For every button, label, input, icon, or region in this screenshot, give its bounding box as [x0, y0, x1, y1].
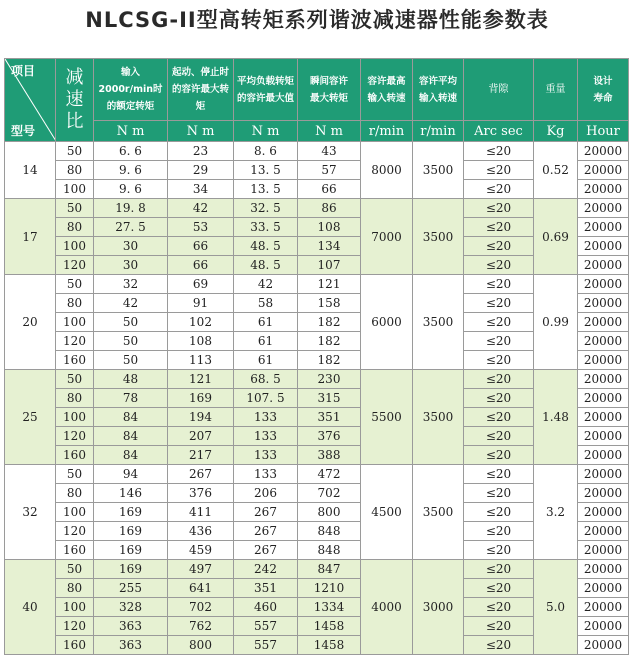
rated-torque-cell: 32 [94, 275, 168, 294]
ratio-cell: 80 [56, 389, 94, 408]
momentary-torque-cell: 315 [298, 389, 361, 408]
unit-avg-load-torque: N m [234, 121, 298, 142]
avg-load-torque-cell: 267 [234, 522, 298, 541]
peak-torque-cell: 497 [168, 560, 234, 579]
life-cell: 20000 [578, 484, 629, 503]
backlash-cell: ≤20 [464, 275, 534, 294]
avg-load-torque-cell: 133 [234, 446, 298, 465]
avg-input-speed-cell: 3500 [413, 275, 464, 370]
ratio-cell: 50 [56, 370, 94, 389]
model-cell: 25 [5, 370, 56, 465]
life-cell: 20000 [578, 541, 629, 560]
life-cell: 20000 [578, 408, 629, 427]
rated-torque-cell: 169 [94, 560, 168, 579]
momentary-torque-cell: 848 [298, 522, 361, 541]
life-cell: 20000 [578, 560, 629, 579]
header-rated-torque: 输入2000r/min时的额定转矩 [94, 59, 168, 121]
ratio-cell: 100 [56, 598, 94, 617]
backlash-cell: ≤20 [464, 180, 534, 199]
peak-torque-cell: 53 [168, 218, 234, 237]
avg-load-torque-cell: 107. 5 [234, 389, 298, 408]
header-avg-load-torque: 平均负载转矩的容许最大值 [234, 59, 298, 121]
momentary-torque-cell: 1458 [298, 636, 361, 655]
max-input-speed-cell: 6000 [361, 275, 413, 370]
momentary-torque-cell: 107 [298, 256, 361, 275]
ratio-cell: 160 [56, 636, 94, 655]
backlash-cell: ≤20 [464, 446, 534, 465]
ratio-cell: 120 [56, 522, 94, 541]
rated-torque-cell: 363 [94, 636, 168, 655]
life-cell: 20000 [578, 294, 629, 313]
avg-load-torque-cell: 557 [234, 636, 298, 655]
life-cell: 20000 [578, 351, 629, 370]
rated-torque-cell: 94 [94, 465, 168, 484]
model-cell: 14 [5, 142, 56, 199]
ratio-cell: 100 [56, 237, 94, 256]
header-backlash: 背隙 [464, 59, 534, 121]
life-cell: 20000 [578, 161, 629, 180]
peak-torque-cell: 207 [168, 427, 234, 446]
header-item-model [5, 59, 56, 142]
life-cell: 20000 [578, 142, 629, 161]
avg-load-torque-cell: 68. 5 [234, 370, 298, 389]
unit-rated-torque: N m [94, 121, 168, 142]
header-weight: 重量 [534, 59, 578, 121]
unit-peak-torque: N m [168, 121, 234, 142]
rated-torque-cell: 48 [94, 370, 168, 389]
rated-torque-cell: 50 [94, 351, 168, 370]
life-cell: 20000 [578, 427, 629, 446]
ratio-cell: 80 [56, 484, 94, 503]
peak-torque-cell: 267 [168, 465, 234, 484]
avg-load-torque-cell: 242 [234, 560, 298, 579]
peak-torque-cell: 169 [168, 389, 234, 408]
avg-input-speed-cell: 3500 [413, 465, 464, 560]
peak-torque-cell: 66 [168, 256, 234, 275]
life-cell: 20000 [578, 256, 629, 275]
header-model-label: 型号 [11, 124, 36, 138]
avg-load-torque-cell: 13. 5 [234, 161, 298, 180]
backlash-cell: ≤20 [464, 218, 534, 237]
ratio-cell: 100 [56, 408, 94, 427]
avg-load-torque-cell: 133 [234, 408, 298, 427]
peak-torque-cell: 66 [168, 237, 234, 256]
avg-load-torque-cell: 42 [234, 275, 298, 294]
rated-torque-cell: 328 [94, 598, 168, 617]
life-cell: 20000 [578, 313, 629, 332]
ratio-cell: 50 [56, 465, 94, 484]
backlash-cell: ≤20 [464, 522, 534, 541]
peak-torque-cell: 762 [168, 617, 234, 636]
header-peak-torque: 起动、停止时的容许最大转矩 [168, 59, 234, 121]
avg-load-torque-cell: 61 [234, 351, 298, 370]
avg-load-torque-cell: 206 [234, 484, 298, 503]
rated-torque-cell: 30 [94, 256, 168, 275]
rated-torque-cell: 169 [94, 503, 168, 522]
ratio-cell: 80 [56, 161, 94, 180]
momentary-torque-cell: 182 [298, 351, 361, 370]
life-cell: 20000 [578, 237, 629, 256]
backlash-cell: ≤20 [464, 161, 534, 180]
backlash-cell: ≤20 [464, 332, 534, 351]
life-cell: 20000 [578, 465, 629, 484]
page-title: NLCSG-II型高转矩系列谐波减速器性能参数表 [85, 8, 549, 32]
header-ratio: 减速比 [56, 59, 94, 142]
ratio-cell: 50 [56, 275, 94, 294]
momentary-torque-cell: 847 [298, 560, 361, 579]
rated-torque-cell: 146 [94, 484, 168, 503]
avg-load-torque-cell: 8. 6 [234, 142, 298, 161]
life-cell: 20000 [578, 275, 629, 294]
life-cell: 20000 [578, 218, 629, 237]
backlash-cell: ≤20 [464, 636, 534, 655]
table-row [5, 560, 629, 579]
momentary-torque-cell: 66 [298, 180, 361, 199]
backlash-cell: ≤20 [464, 541, 534, 560]
unit-momentary-torque: N m [298, 121, 361, 142]
header-avg-input-speed: 容许平均输入转速 [413, 59, 464, 121]
ratio-cell: 160 [56, 446, 94, 465]
peak-torque-cell: 102 [168, 313, 234, 332]
momentary-torque-cell: 134 [298, 237, 361, 256]
momentary-torque-cell: 848 [298, 541, 361, 560]
unit-max-input-speed: r/min [361, 121, 413, 142]
momentary-torque-cell: 376 [298, 427, 361, 446]
ratio-cell: 120 [56, 617, 94, 636]
ratio-cell: 160 [56, 541, 94, 560]
rated-torque-cell: 78 [94, 389, 168, 408]
peak-torque-cell: 42 [168, 199, 234, 218]
peak-torque-cell: 69 [168, 275, 234, 294]
avg-input-speed-cell: 3500 [413, 370, 464, 465]
peak-torque-cell: 29 [168, 161, 234, 180]
unit-avg-input-speed: r/min [413, 121, 464, 142]
ratio-cell: 50 [56, 560, 94, 579]
ratio-cell: 120 [56, 427, 94, 446]
backlash-cell: ≤20 [464, 427, 534, 446]
max-input-speed-cell: 4500 [361, 465, 413, 560]
rated-torque-cell: 6. 6 [94, 142, 168, 161]
peak-torque-cell: 217 [168, 446, 234, 465]
avg-load-torque-cell: 133 [234, 465, 298, 484]
rated-torque-cell: 84 [94, 427, 168, 446]
backlash-cell: ≤20 [464, 370, 534, 389]
backlash-cell: ≤20 [464, 142, 534, 161]
life-cell: 20000 [578, 370, 629, 389]
avg-input-speed-cell: 3500 [413, 199, 464, 275]
backlash-cell: ≤20 [464, 598, 534, 617]
momentary-torque-cell: 158 [298, 294, 361, 313]
weight-cell: 0.52 [534, 142, 578, 199]
peak-torque-cell: 121 [168, 370, 234, 389]
avg-load-torque-cell: 460 [234, 598, 298, 617]
table-row [5, 465, 629, 484]
backlash-cell: ≤20 [464, 465, 534, 484]
weight-cell: 0.69 [534, 199, 578, 275]
momentary-torque-cell: 1210 [298, 579, 361, 598]
table-row [5, 142, 629, 161]
momentary-torque-cell: 472 [298, 465, 361, 484]
rated-torque-cell: 19. 8 [94, 199, 168, 218]
table-row [5, 275, 629, 294]
weight-cell: 5.0 [534, 560, 578, 655]
momentary-torque-cell: 108 [298, 218, 361, 237]
ratio-cell: 50 [56, 199, 94, 218]
momentary-torque-cell: 86 [298, 199, 361, 218]
avg-load-torque-cell: 33. 5 [234, 218, 298, 237]
unit-backlash: Arc sec [464, 121, 534, 142]
avg-load-torque-cell: 61 [234, 313, 298, 332]
unit-weight: Kg [534, 121, 578, 142]
momentary-torque-cell: 230 [298, 370, 361, 389]
peak-torque-cell: 436 [168, 522, 234, 541]
ratio-cell: 120 [56, 256, 94, 275]
momentary-torque-cell: 1458 [298, 617, 361, 636]
rated-torque-cell: 27. 5 [94, 218, 168, 237]
rated-torque-cell: 84 [94, 408, 168, 427]
unit-life: Hour [578, 121, 629, 142]
backlash-cell: ≤20 [464, 579, 534, 598]
momentary-torque-cell: 702 [298, 484, 361, 503]
ratio-cell: 160 [56, 351, 94, 370]
life-cell: 20000 [578, 180, 629, 199]
peak-torque-cell: 113 [168, 351, 234, 370]
rated-torque-cell: 9. 6 [94, 180, 168, 199]
ratio-cell: 100 [56, 313, 94, 332]
avg-input-speed-cell: 3000 [413, 560, 464, 655]
rated-torque-cell: 42 [94, 294, 168, 313]
avg-input-speed-cell: 3500 [413, 142, 464, 199]
life-cell: 20000 [578, 522, 629, 541]
rated-torque-cell: 30 [94, 237, 168, 256]
rated-torque-cell: 50 [94, 313, 168, 332]
ratio-cell: 100 [56, 503, 94, 522]
backlash-cell: ≤20 [464, 294, 534, 313]
header-item-label: 项目 [11, 64, 36, 78]
rated-torque-cell: 169 [94, 522, 168, 541]
peak-torque-cell: 641 [168, 579, 234, 598]
life-cell: 20000 [578, 503, 629, 522]
momentary-torque-cell: 182 [298, 332, 361, 351]
avg-load-torque-cell: 32. 5 [234, 199, 298, 218]
backlash-cell: ≤20 [464, 408, 534, 427]
avg-load-torque-cell: 48. 5 [234, 237, 298, 256]
weight-cell: 1.48 [534, 370, 578, 465]
momentary-torque-cell: 351 [298, 408, 361, 427]
rated-torque-cell: 363 [94, 617, 168, 636]
avg-load-torque-cell: 351 [234, 579, 298, 598]
avg-load-torque-cell: 48. 5 [234, 256, 298, 275]
weight-cell: 0.99 [534, 275, 578, 370]
backlash-cell: ≤20 [464, 484, 534, 503]
backlash-cell: ≤20 [464, 503, 534, 522]
momentary-torque-cell: 182 [298, 313, 361, 332]
life-cell: 20000 [578, 389, 629, 408]
spec-table [4, 58, 629, 655]
peak-torque-cell: 34 [168, 180, 234, 199]
peak-torque-cell: 459 [168, 541, 234, 560]
max-input-speed-cell: 8000 [361, 142, 413, 199]
backlash-cell: ≤20 [464, 237, 534, 256]
momentary-torque-cell: 43 [298, 142, 361, 161]
backlash-cell: ≤20 [464, 313, 534, 332]
peak-torque-cell: 91 [168, 294, 234, 313]
life-cell: 20000 [578, 446, 629, 465]
model-cell: 20 [5, 275, 56, 370]
spec-table-body [5, 142, 629, 655]
momentary-torque-cell: 121 [298, 275, 361, 294]
ratio-cell: 80 [56, 294, 94, 313]
ratio-cell: 120 [56, 332, 94, 351]
momentary-torque-cell: 388 [298, 446, 361, 465]
momentary-torque-cell: 1334 [298, 598, 361, 617]
life-cell: 20000 [578, 636, 629, 655]
avg-load-torque-cell: 267 [234, 541, 298, 560]
peak-torque-cell: 376 [168, 484, 234, 503]
max-input-speed-cell: 5500 [361, 370, 413, 465]
max-input-speed-cell: 4000 [361, 560, 413, 655]
peak-torque-cell: 194 [168, 408, 234, 427]
model-cell: 40 [5, 560, 56, 655]
life-cell: 20000 [578, 332, 629, 351]
backlash-cell: ≤20 [464, 199, 534, 218]
table-row [5, 199, 629, 218]
ratio-cell: 100 [56, 180, 94, 199]
avg-load-torque-cell: 13. 5 [234, 180, 298, 199]
ratio-cell: 50 [56, 142, 94, 161]
peak-torque-cell: 108 [168, 332, 234, 351]
avg-load-torque-cell: 133 [234, 427, 298, 446]
header-momentary-torque: 瞬间容许最大转矩 [298, 59, 361, 121]
backlash-cell: ≤20 [464, 560, 534, 579]
avg-load-torque-cell: 61 [234, 332, 298, 351]
avg-load-torque-cell: 557 [234, 617, 298, 636]
peak-torque-cell: 800 [168, 636, 234, 655]
backlash-cell: ≤20 [464, 351, 534, 370]
avg-load-torque-cell: 267 [234, 503, 298, 522]
rated-torque-cell: 9. 6 [94, 161, 168, 180]
backlash-cell: ≤20 [464, 389, 534, 408]
rated-torque-cell: 169 [94, 541, 168, 560]
table-row [5, 370, 629, 389]
max-input-speed-cell: 7000 [361, 199, 413, 275]
backlash-cell: ≤20 [464, 256, 534, 275]
life-cell: 20000 [578, 617, 629, 636]
momentary-torque-cell: 57 [298, 161, 361, 180]
model-cell: 17 [5, 199, 56, 275]
model-cell: 32 [5, 465, 56, 560]
backlash-cell: ≤20 [464, 617, 534, 636]
peak-torque-cell: 23 [168, 142, 234, 161]
weight-cell: 3.2 [534, 465, 578, 560]
peak-torque-cell: 702 [168, 598, 234, 617]
peak-torque-cell: 411 [168, 503, 234, 522]
life-cell: 20000 [578, 199, 629, 218]
ratio-cell: 80 [56, 579, 94, 598]
rated-torque-cell: 84 [94, 446, 168, 465]
life-cell: 20000 [578, 598, 629, 617]
rated-torque-cell: 50 [94, 332, 168, 351]
header-life: 设计寿命 [578, 59, 629, 121]
header-max-input-speed: 容许最高输入转速 [361, 59, 413, 121]
momentary-torque-cell: 800 [298, 503, 361, 522]
ratio-cell: 80 [56, 218, 94, 237]
avg-load-torque-cell: 58 [234, 294, 298, 313]
rated-torque-cell: 255 [94, 579, 168, 598]
life-cell: 20000 [578, 579, 629, 598]
